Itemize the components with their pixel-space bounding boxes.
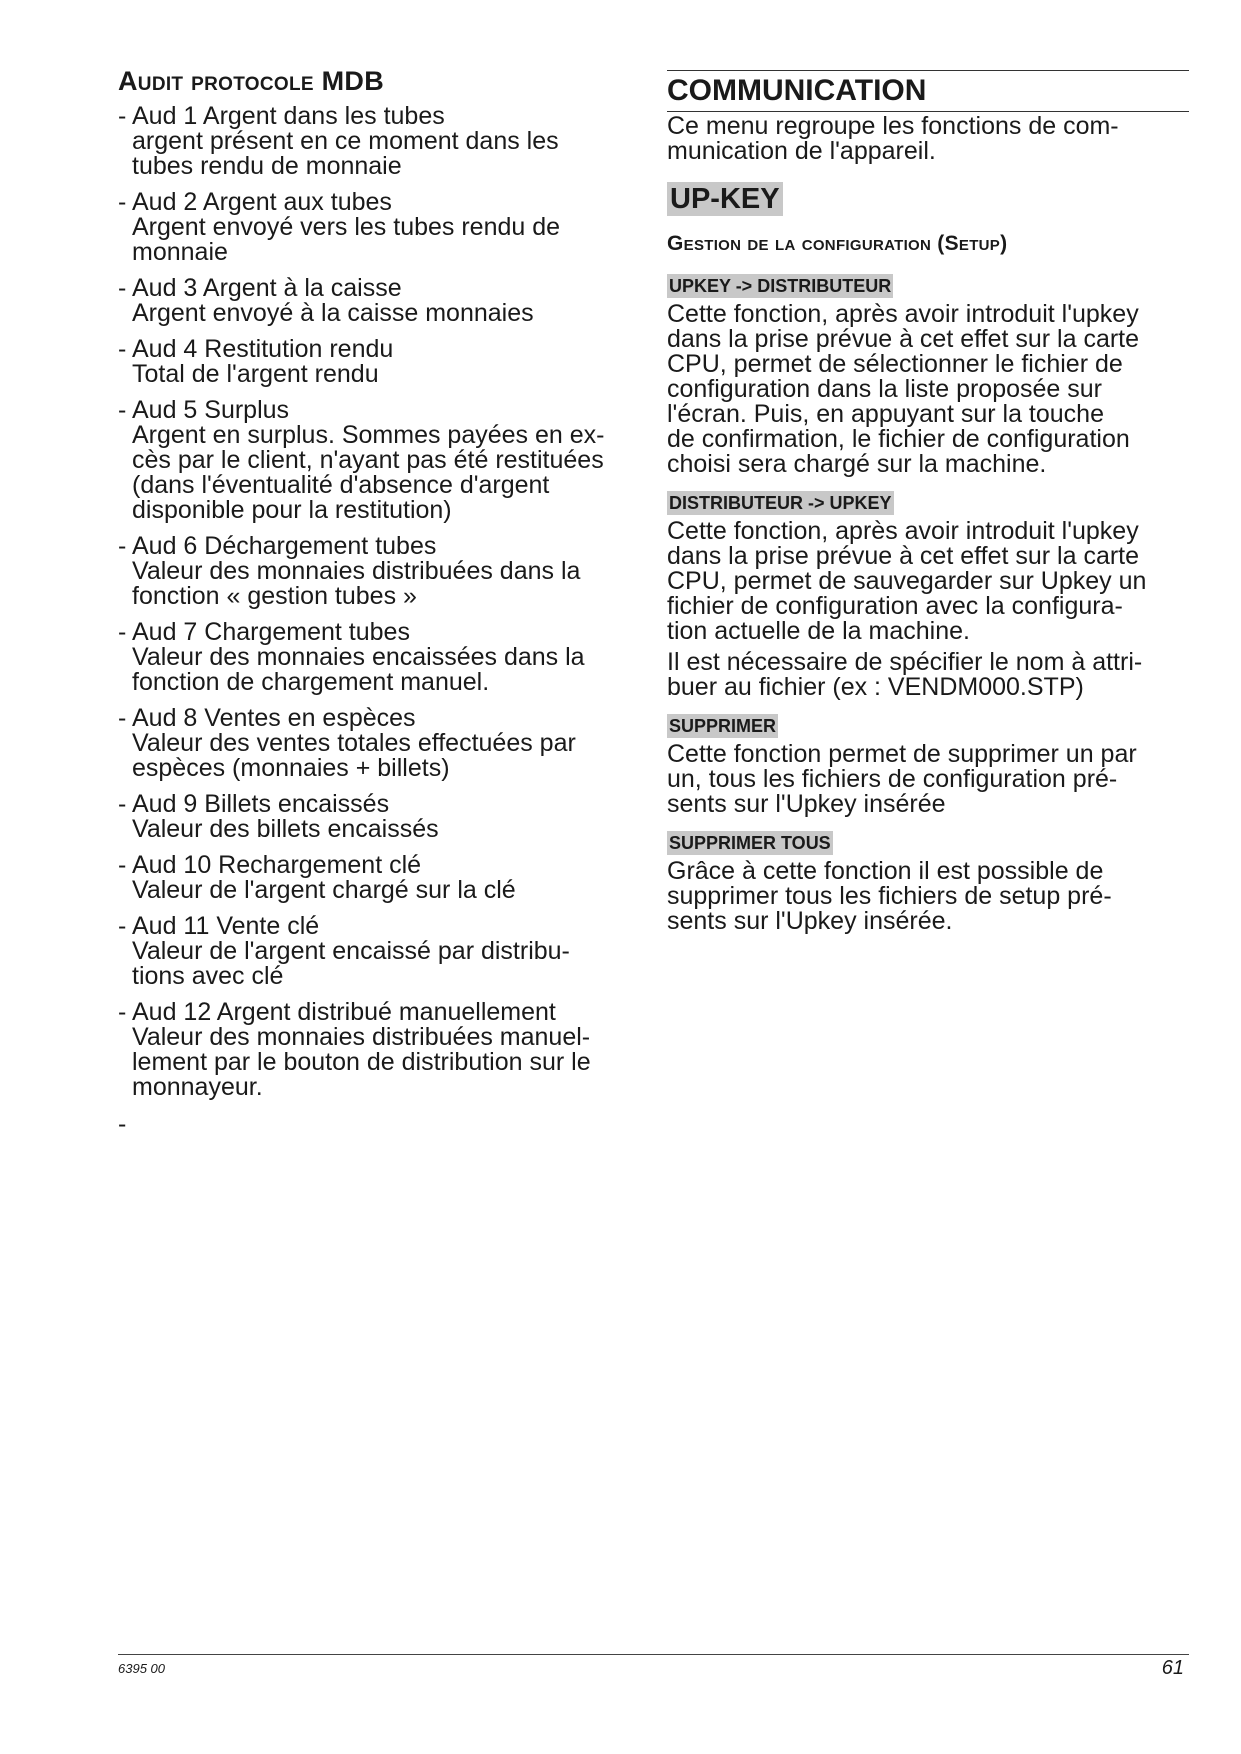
list-item: - Aud 11 Vente clé Valeur de l'argent encaissé par distribu- tions avec clé: [118, 914, 638, 989]
distributeur-to-upkey-heading: DISTRIBUTEUR -> UPKEY: [669, 493, 892, 513]
item-description: Valeur de l'argent chargé sur la clé: [132, 876, 516, 904]
list-item: - Aud 8 Ventes en espèces Valeur des ventes totales effectuées par espèces (monnaies + billets): [118, 706, 638, 781]
list-item: - Aud 2 Argent aux tubes Argent envoyé vers les tubes rendu de monnaie: [118, 190, 638, 265]
item-label: Aud 4 Restitution rendu: [132, 335, 394, 363]
item-label: Aud 11 Vente clé: [132, 912, 320, 940]
gestion-heading: Gestion de la configuration (Setup): [667, 232, 1008, 255]
item-label: Aud 8 Ventes en espèces: [132, 704, 416, 732]
item-description: argent présent en ce moment dans les tubes rendu de monnaie: [132, 127, 559, 180]
upkey-to-distributeur-text: Cette fonction, après avoir introduit l'upkey dans la prise prévue à cet effet sur la carte CPU, permet de sélectionner le fichier de configuration dans la liste proposée sur l'écran. Puis, en appuyant sur la touche de confirmation, le fichier de configuration choisi sera chargé sur la machine.: [667, 300, 1140, 478]
item-description: Valeur des monnaies distribuées dans la fonction « gestion tubes »: [132, 557, 581, 610]
communication-intro: Ce menu regroupe les fonctions de com- munication de l'appareil.: [667, 112, 1119, 165]
list-item: - Aud 9 Billets encaissés Valeur des billets encaissés: [118, 792, 638, 842]
item-description: Valeur des monnaies encaissées dans la fonction de chargement manuel.: [132, 643, 585, 696]
item-description: Valeur des monnaies distribuées manuel- lement par le bouton de distribution sur le monnayeur.: [132, 1023, 591, 1101]
item-description: Valeur de l'argent encaissé par distribu- tions avec clé: [132, 937, 570, 990]
item-label: Aud 9 Billets encaissés: [132, 790, 390, 818]
item-label: Aud 6 Déchargement tubes: [132, 532, 437, 560]
item-label: Aud 7 Chargement tubes: [132, 618, 410, 646]
left-column: [118, 64, 638, 1137]
list-item: - Aud 4 Restitution rendu Total de l'argent rendu: [118, 337, 638, 387]
item-description: Valeur des ventes totales effectuées par espèces (monnaies + billets): [132, 729, 576, 782]
list-item: - Aud 7 Chargement tubes Valeur des monnaies encaissées dans la fonction de chargement manuel.: [118, 620, 638, 695]
supprimer-heading: SUPPRIMER: [669, 716, 777, 736]
supprimer-text: Cette fonction permet de supprimer un par un, tous les fichiers de configuration pré- sents sur l'Upkey insérée: [667, 740, 1137, 818]
upkey-to-distributeur-heading: UPKEY -> DISTRIBUTEUR: [669, 276, 892, 296]
item-label: Aud 5 Surplus: [132, 396, 290, 424]
page-number: 61: [1161, 1657, 1184, 1679]
list-item: - Aud 3 Argent à la caisse Argent envoyé à la caisse monnaies: [118, 276, 638, 326]
footer-divider: [118, 1654, 1189, 1655]
distributeur-to-upkey-text: Cette fonction, après avoir introduit l'upkey dans la prise prévue à cet effet sur la carte CPU, permet de sauvegarder sur Upkey un fichier de configuration avec la configura- tion actuelle de la machine.: [667, 517, 1147, 645]
item-description: Argent en surplus. Sommes payées en ex- cès par le client, n'ayant pas été restituées (dans l'éventualité d'absence d'argent disponible pour la restitution): [132, 421, 605, 524]
item-label: Aud 10 Rechargement clé: [132, 851, 422, 879]
communication-title: COMMUNICATION: [667, 70, 1189, 112]
item-label: Aud 12 Argent distribué manuellement: [132, 998, 556, 1026]
item-description: Valeur des billets encaissés: [132, 815, 439, 843]
distributeur-to-upkey-note: Il est nécessaire de spécifier le nom à attri- buer au fichier (ex : VENDM000.STP): [667, 648, 1143, 701]
list-item: - Aud 12 Argent distribué manuellement Valeur des monnaies distribuées manuel- lement par le bouton de distribution sur le monnayeur.: [118, 1000, 638, 1100]
item-description: Argent envoyé à la caisse monnaies: [132, 299, 534, 327]
list-item: - Aud 10 Rechargement clé Valeur de l'argent chargé sur la clé: [118, 853, 638, 903]
supprimer-tous-heading: SUPPRIMER TOUS: [669, 833, 831, 853]
trailing-dash: -: [118, 1110, 127, 1138]
upkey-title: UP-KEY: [667, 182, 783, 216]
item-description: Total de l'argent rendu: [132, 360, 379, 388]
supprimer-tous-text: Grâce à cette fonction il est possible de supprimer tous les fichiers de setup pré- sents sur l'Upkey insérée.: [667, 857, 1112, 935]
list-item: - Aud 1 Argent dans les tubes argent présent en ce moment dans les tubes rendu de monnaie: [118, 104, 638, 179]
item-label: Aud 1 Argent dans les tubes: [132, 102, 445, 130]
audit-section-title: Audit protocole MDB: [118, 66, 385, 96]
item-description: Argent envoyé vers les tubes rendu de monnaie: [132, 213, 561, 266]
list-item: - Aud 6 Déchargement tubes Valeur des monnaies distribuées dans la fonction « gestion tubes »: [118, 534, 638, 609]
document-code: 6395 00: [118, 1661, 165, 1676]
item-label: Aud 3 Argent à la caisse: [132, 274, 402, 302]
item-label: Aud 2 Argent aux tubes: [132, 188, 392, 216]
list-item: - Aud 5 Surplus Argent en surplus. Sommes payées en ex- cès par le client, n'ayant pas été restituées (dans l'éventualité d'absence d'argent disponible pour la restitution): [118, 398, 638, 523]
right-column: [667, 70, 1189, 942]
